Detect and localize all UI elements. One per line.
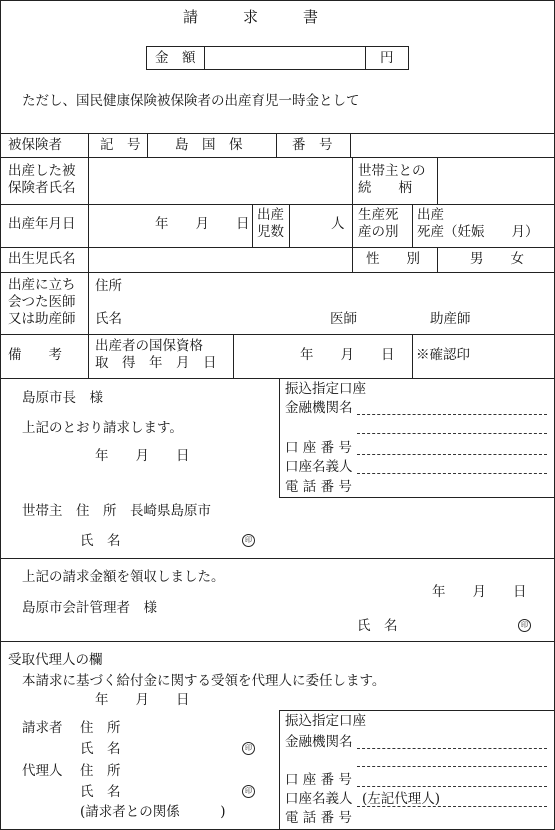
symbol-value: 島 国 保 <box>175 137 243 153</box>
qualify-label-2: 取 得 年 月 日 <box>95 355 217 371</box>
sex-label: 性 別 <box>366 251 420 267</box>
bank-branch-input[interactable] <box>357 433 547 434</box>
householder-rel-input[interactable] <box>439 159 552 202</box>
stillbirth-label-1: 生産死 <box>358 207 399 223</box>
child-name-label: 出生児氏名 <box>8 251 76 267</box>
householder-name-label: 氏 名 <box>80 533 121 549</box>
insured-label: 被保険者 <box>8 137 62 153</box>
householder-rel-label-2: 続 柄 <box>358 180 412 196</box>
proxy-relation: (請求者との関係 ) <box>80 804 226 820</box>
bank-name-label: 金融機関名 <box>285 400 353 416</box>
birth-insured-label-1: 出産した被 <box>8 163 76 179</box>
account-title: 振込指定口座 <box>285 381 366 397</box>
claimant-seal: 印 <box>242 742 255 755</box>
agent-title: 受取代理人の欄 <box>8 652 103 668</box>
request-to: 島原市長 様 <box>22 390 103 406</box>
proxy-name-label: 氏 名 <box>80 784 121 800</box>
account-holder-label: 口座名義人 <box>285 459 353 475</box>
claimant-name-label: 氏 名 <box>80 741 121 757</box>
account2-holder-label: 口座名義人 <box>285 791 353 807</box>
householder-rel-label-1: 世帯主との <box>358 163 426 179</box>
receipt-statement: 上記の請求金額を領収しました。 <box>22 569 225 585</box>
child-name-input[interactable] <box>90 249 350 270</box>
claimant-address-label: 住 所 <box>80 720 121 736</box>
agent-statement: 本請求に基づく給付金に関する受領を代理人に委任します。 <box>22 673 386 689</box>
receipt-date: 年 月 日 <box>432 584 527 600</box>
attendant-label-3: 又は助産師 <box>8 311 76 327</box>
phone-label: 電 話 番 号 <box>285 479 352 495</box>
proxy-address-label: 住 所 <box>80 763 121 779</box>
number-label: 番 号 <box>292 137 333 153</box>
symbol-label: 記 号 <box>100 137 141 153</box>
child-count-label-2: 児数 <box>257 224 284 240</box>
stillbirth-option[interactable]: 死産（妊娠 月） <box>417 224 539 240</box>
account2-title: 振込指定口座 <box>285 713 366 729</box>
sex-options[interactable]: 男 女 <box>470 251 524 267</box>
account2-holder-input[interactable] <box>357 806 547 807</box>
child-count-unit: 人 <box>331 216 345 232</box>
birth-date-label: 出産年月日 <box>8 216 76 232</box>
request-statement: 上記のとおり請求します。 <box>22 420 183 436</box>
form-title: 請 求 書 <box>183 8 319 26</box>
amount-input[interactable] <box>206 48 364 68</box>
child-count-label-1: 出産 <box>257 207 284 223</box>
number-input[interactable] <box>352 135 552 155</box>
doctor-option[interactable]: 医師 <box>330 311 357 327</box>
account-number-input[interactable] <box>357 454 547 455</box>
attendant-address-label: 住所 <box>95 278 122 294</box>
live-birth-option[interactable]: 出産 <box>417 207 444 223</box>
birth-insured-label-2: 保険者氏名 <box>8 180 76 196</box>
account-number-label: 口 座 番 号 <box>285 440 352 456</box>
attendant-name-label: 氏名 <box>95 311 122 327</box>
agent-date: 年 月 日 <box>95 692 190 708</box>
amount-label: 金 額 <box>155 50 196 66</box>
qualify-date: 年 月 日 <box>300 347 395 363</box>
purpose-text: ただし、国民健康保険被保険者の出産育児一時金として <box>22 93 360 109</box>
proxy-label: 代理人 <box>22 763 63 779</box>
proxy-seal: 印 <box>242 785 255 798</box>
claimant-label: 請求者 <box>22 720 63 736</box>
receipt-name-label: 氏 名 <box>357 618 398 634</box>
birth-date-value: 年 月 日 <box>155 216 250 232</box>
account2-bank-input[interactable] <box>357 748 547 749</box>
confirm-seal-label: ※確認印 <box>416 347 470 363</box>
account2-holder-value: (左記代理人) <box>362 791 441 807</box>
amount-unit: 円 <box>380 50 394 66</box>
attendant-label-1: 出産に立ち <box>8 277 76 293</box>
receipt-seal: 印 <box>518 619 531 632</box>
bank-name-input[interactable] <box>357 414 547 415</box>
midwife-option[interactable]: 助産師 <box>430 311 471 327</box>
receipt-to: 島原市会計管理者 様 <box>22 600 157 616</box>
attendant-label-2: 会つた医師 <box>8 294 76 310</box>
birth-insured-name-input[interactable] <box>90 159 350 202</box>
account2-phone-label: 電 話 番 号 <box>285 810 352 826</box>
stillbirth-label-2: 産の別 <box>358 224 399 240</box>
account-holder-input[interactable] <box>357 473 547 474</box>
account2-branch-input[interactable] <box>357 766 547 767</box>
account2-number-label: 口 座 番 号 <box>285 772 352 788</box>
householder-seal: 印 <box>242 534 255 547</box>
account2-number-input[interactable] <box>357 786 547 787</box>
householder-address: 世帯主 住 所 長崎県島原市 <box>22 503 211 519</box>
account2-bank-label: 金融機関名 <box>285 734 353 750</box>
request-date: 年 月 日 <box>95 448 190 464</box>
qualify-label-1: 出産者の国保資格 <box>95 338 203 354</box>
remarks-label: 備 考 <box>8 347 62 363</box>
